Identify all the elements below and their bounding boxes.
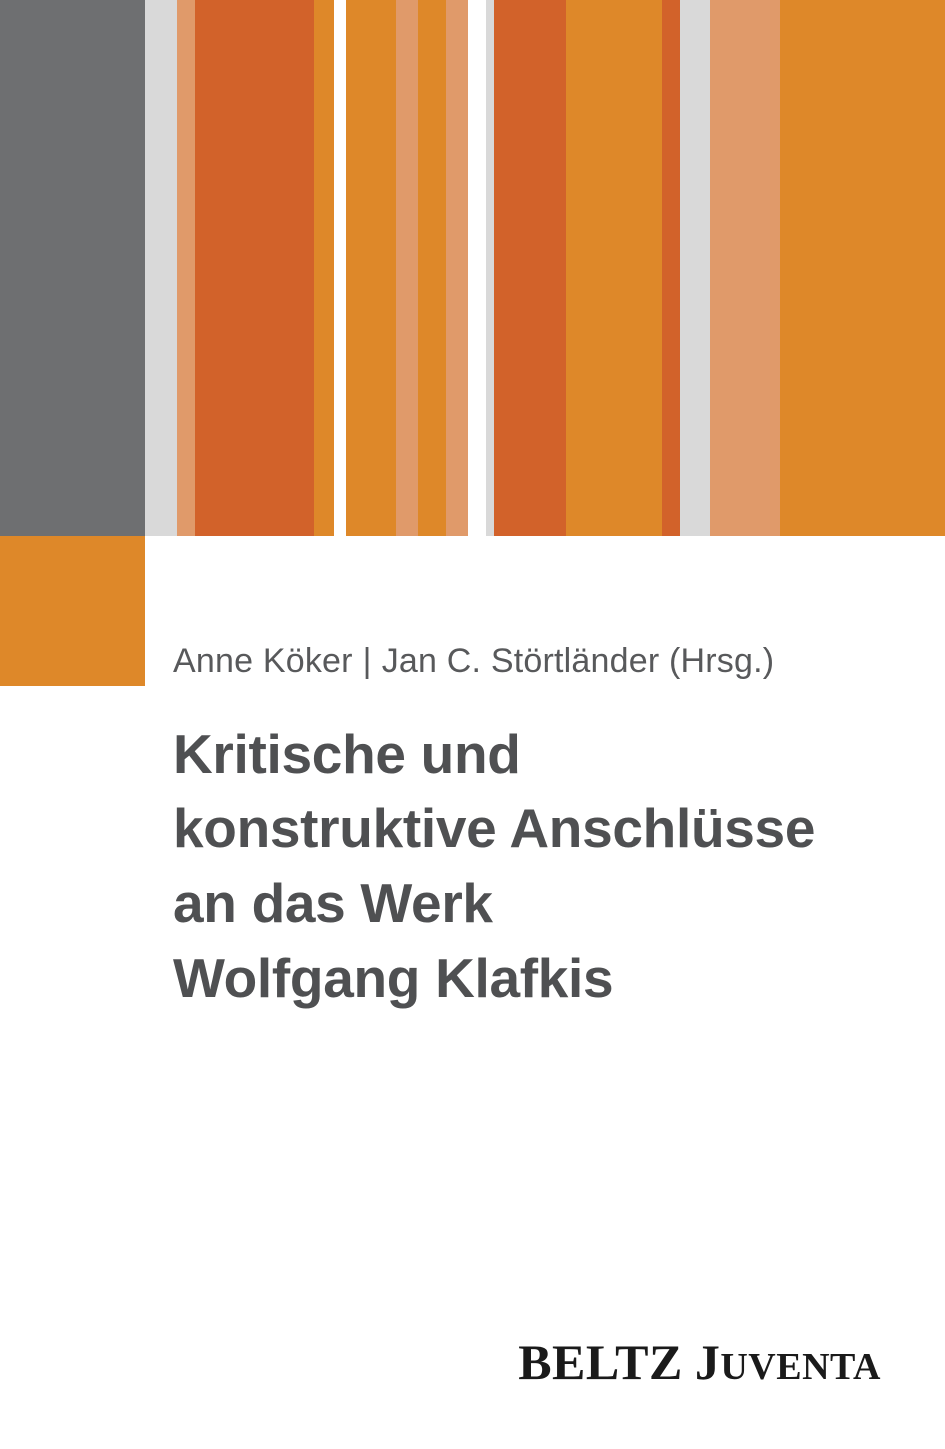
title-line-3: an das Werk: [173, 872, 493, 935]
editors-line: [173, 640, 913, 683]
cover-stripe-graphic: [0, 0, 945, 536]
editor-separator: |: [362, 642, 372, 680]
cover-stripe-9: [446, 0, 468, 536]
title-line-4: Wolfgang Klafkis: [173, 946, 614, 1009]
cover-stripe-8: [418, 0, 446, 536]
publisher-name-beltz: BELTZ: [518, 1334, 683, 1390]
juventa-rest: UVENTA: [720, 1346, 881, 1388]
cover-stripe-4: [314, 0, 334, 536]
editor-second-name: Jan C. Störtländer (Hrsg.): [381, 642, 775, 680]
cover-stripe-6: [346, 0, 396, 536]
cover-stripe-5: [334, 0, 346, 536]
cover-stripe-12: [494, 0, 566, 536]
cover-stripe-14: [662, 0, 680, 536]
cover-stripe-0: [0, 0, 145, 536]
cover-stripe-3: [195, 0, 314, 536]
cover-stripe-7: [396, 0, 418, 536]
cover-stripe-13: [566, 0, 662, 536]
cover-stripe-2: [177, 0, 195, 536]
cover-stripe-10: [468, 0, 486, 536]
title-line-2: konstruktive Anschlüsse: [173, 797, 816, 860]
publisher-name-juventa: [695, 1333, 881, 1391]
cover-stripe-16: [710, 0, 780, 536]
book-title: [173, 717, 913, 1016]
juventa-initial: J: [694, 1334, 721, 1390]
editor-first-name: Anne Köker: [173, 642, 353, 680]
cover-stripe-15: [680, 0, 710, 536]
cover-stripe-17: [780, 0, 945, 536]
title-line-1: Kritische und: [173, 722, 521, 785]
cover-stripe-1: [145, 0, 177, 536]
cover-text-area: [173, 640, 913, 1016]
cover-stripe-11: [486, 0, 494, 536]
publisher-logo: [518, 1333, 881, 1391]
orange-corner-block: [0, 536, 145, 686]
